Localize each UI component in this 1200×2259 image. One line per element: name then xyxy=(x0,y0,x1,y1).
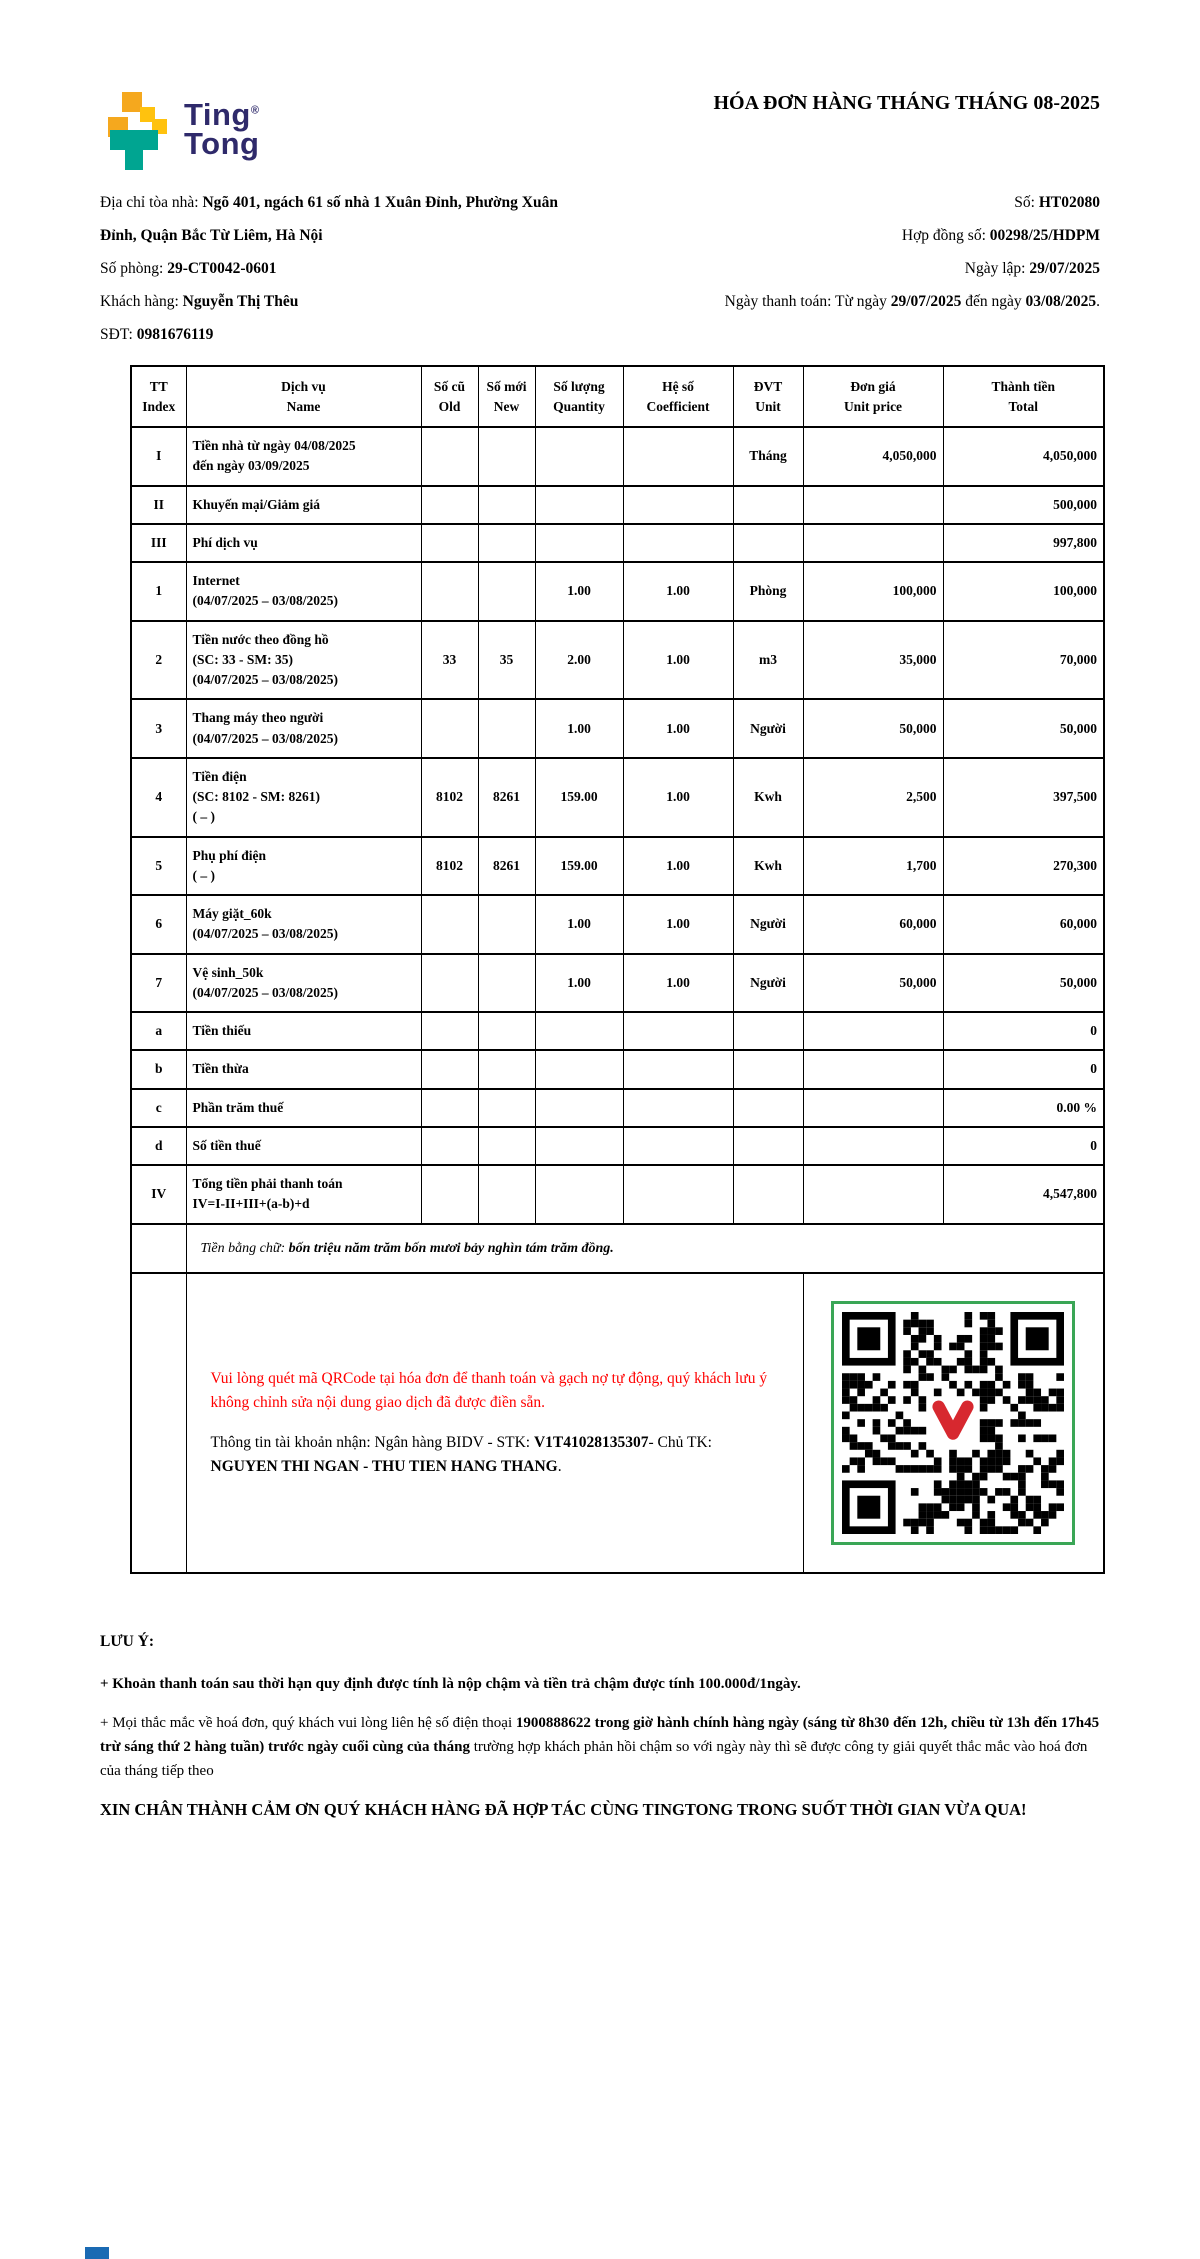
column-header: Đơn giá Unit price xyxy=(803,366,943,427)
column-header: Hệ số Coefficient xyxy=(623,366,733,427)
page-header xyxy=(100,90,1100,172)
cell-price: 35,000 xyxy=(803,621,943,700)
cell-new xyxy=(478,954,535,1013)
cell-coef: 1.00 xyxy=(623,621,733,700)
cell-new xyxy=(478,1089,535,1127)
cell-total: 0 xyxy=(943,1127,1104,1165)
cell-name: Phần trăm thuế xyxy=(186,1089,421,1127)
cell-new xyxy=(478,1050,535,1088)
cell-total: 70,000 xyxy=(943,621,1104,700)
cell-total: 4,547,800 xyxy=(943,1165,1104,1224)
invoice-title: HÓA ĐƠN HÀNG THÁNG THÁNG 08-2025 xyxy=(713,92,1100,114)
amount-in-words: Tiền bằng chữ: bốn triệu năm trăm bốn mươi bảy nghìn tám trăm đồng. xyxy=(186,1224,1104,1273)
room-number: Số phòng: 29-CT0042-0601 xyxy=(100,260,277,277)
cell-unit: Tháng xyxy=(733,427,803,486)
cell-coef xyxy=(623,1165,733,1224)
cell-price xyxy=(803,1012,943,1050)
cell-unit xyxy=(733,524,803,562)
cell-name: Tiền thừa xyxy=(186,1050,421,1088)
cell-name: Tiền nhà từ ngày 04/08/2025 đến ngày 03/09/2025 xyxy=(186,427,421,486)
table-row xyxy=(131,621,1104,700)
cell-index: 7 xyxy=(131,954,186,1013)
thank-you-message: XIN CHÂN THÀNH CẢM ƠN QUÝ KHÁCH HÀNG ĐÃ HỢP TÁC CÙNG TINGTONG TRONG SUỐT THỜI GIAN VỪA QUA! xyxy=(100,1800,1027,1820)
column-header: Số mới New xyxy=(478,366,535,427)
cell-name: Internet (04/07/2025 – 03/08/2025) xyxy=(186,562,421,621)
customer-name: Khách hàng: Nguyễn Thị Thêu xyxy=(100,293,299,310)
cell-old xyxy=(421,427,478,486)
cell-total: 50,000 xyxy=(943,699,1104,758)
cell-unit: Kwh xyxy=(733,837,803,896)
cell-total: 997,800 xyxy=(943,524,1104,562)
table-row xyxy=(131,1127,1104,1165)
cell-unit xyxy=(733,1127,803,1165)
cell-coef: 1.00 xyxy=(623,699,733,758)
table-row xyxy=(131,895,1104,954)
cell-index xyxy=(131,1224,186,1273)
cell-qty: 1.00 xyxy=(535,699,623,758)
cell-old: 33 xyxy=(421,621,478,700)
cell-price xyxy=(803,1050,943,1088)
cell-index: 2 xyxy=(131,621,186,700)
cell-new xyxy=(478,1012,535,1050)
qr-code xyxy=(842,1312,1064,1534)
cell-total: 100,000 xyxy=(943,562,1104,621)
cell-price xyxy=(803,1089,943,1127)
notes-heading: LƯU Ý: xyxy=(100,1632,155,1650)
cell-coef: 1.00 xyxy=(623,954,733,1013)
payment-instructions-cell xyxy=(186,1273,803,1573)
cell-unit: m3 xyxy=(733,621,803,700)
cell-qty xyxy=(535,524,623,562)
cell-old xyxy=(421,1050,478,1088)
late-payment-note: + Khoản thanh toán sau thời hạn quy định được tính là nộp chậm và tiền trả chậm được tính 100.000đ/1ngày. xyxy=(100,1676,801,1693)
cell-coef xyxy=(623,486,733,524)
tingtong-logo-text: Ting® Tong xyxy=(184,97,260,162)
cell-unit xyxy=(733,1012,803,1050)
customer-phone: SĐT: 0981676119 xyxy=(100,326,214,343)
column-header: Dịch vụ Name xyxy=(186,366,421,427)
cell-total: 397,500 xyxy=(943,758,1104,837)
cell-qty xyxy=(535,1012,623,1050)
cell-name: Khuyến mại/Giảm giá xyxy=(186,486,421,524)
table-row xyxy=(131,1050,1104,1088)
building-info xyxy=(100,186,580,351)
cell-unit: Người xyxy=(733,895,803,954)
column-header: ĐVT Unit xyxy=(733,366,803,427)
cell-old xyxy=(421,562,478,621)
cell-price: 100,000 xyxy=(803,562,943,621)
cell-old xyxy=(421,524,478,562)
cell-index: IV xyxy=(131,1165,186,1224)
cell-coef: 1.00 xyxy=(623,562,733,621)
cell-total: 0 xyxy=(943,1012,1104,1050)
cell-price: 50,000 xyxy=(803,954,943,1013)
cell-name: Tổng tiền phải thanh toán IV=I-II+III+(a-b)+d xyxy=(186,1165,421,1224)
cell-qty: 1.00 xyxy=(535,954,623,1013)
cell-index: I xyxy=(131,427,186,486)
cell-new xyxy=(478,1165,535,1224)
invoice-info xyxy=(100,186,1100,351)
cell-unit xyxy=(733,1089,803,1127)
footnotes xyxy=(100,1630,1100,1824)
cell-coef xyxy=(623,1012,733,1050)
cell-total: 270,300 xyxy=(943,837,1104,896)
cell-price: 60,000 xyxy=(803,895,943,954)
table-row xyxy=(131,837,1104,896)
table-row xyxy=(131,1012,1104,1050)
cell-price: 50,000 xyxy=(803,699,943,758)
table-footer xyxy=(131,1224,1104,1573)
table-row xyxy=(131,954,1104,1013)
qr-payment-note: Vui lòng quét mã QRCode tại hóa đơn để thanh toán và gạch nợ tự động, quý khách lưu ý không chỉnh sửa nội dung giao dịch đã được điền sẵn. xyxy=(210,1369,768,1411)
cell-old xyxy=(421,486,478,524)
cell-old: 8102 xyxy=(421,837,478,896)
qr-row xyxy=(131,1273,1104,1573)
cell-index: 5 xyxy=(131,837,186,896)
cell-qty xyxy=(535,427,623,486)
cell-index: a xyxy=(131,1012,186,1050)
cell-name: Phí dịch vụ xyxy=(186,524,421,562)
tingtong-logo xyxy=(100,90,430,172)
cell-index: 4 xyxy=(131,758,186,837)
cell-qty xyxy=(535,486,623,524)
column-header: Số cũ Old xyxy=(421,366,478,427)
amount-in-words-row xyxy=(131,1224,1104,1273)
cell-coef xyxy=(623,427,733,486)
contract-number: Hợp đồng số: 00298/25/HDPM xyxy=(901,227,1100,244)
invoice-table xyxy=(130,365,1105,1574)
cell-coef xyxy=(623,1089,733,1127)
cell-name: Vệ sinh_50k (04/07/2025 – 03/08/2025) xyxy=(186,954,421,1013)
cell-unit: Người xyxy=(733,954,803,1013)
cell-coef: 1.00 xyxy=(623,837,733,896)
registered-mark: ® xyxy=(250,104,260,117)
cell-old xyxy=(421,1012,478,1050)
qr-code-cell xyxy=(803,1273,1104,1573)
cell-price xyxy=(803,1165,943,1224)
cell-total: 60,000 xyxy=(943,895,1104,954)
column-header: TT Index xyxy=(131,366,186,427)
cell-new: 8261 xyxy=(478,837,535,896)
cell-qty: 1.00 xyxy=(535,895,623,954)
column-header: Thành tiền Total xyxy=(943,366,1104,427)
cell-name: Máy giặt_60k (04/07/2025 – 03/08/2025) xyxy=(186,895,421,954)
table-header xyxy=(131,366,1104,427)
table-header-row xyxy=(131,366,1104,427)
page-bottom-fragment xyxy=(85,2247,109,2259)
cell-old xyxy=(421,1127,478,1165)
table-row xyxy=(131,758,1104,837)
cell-qty: 159.00 xyxy=(535,758,623,837)
table-row xyxy=(131,427,1104,486)
building-address: Địa chỉ tòa nhà: Ngõ 401, ngách 61 số nhà 1 Xuân Đỉnh, Phường Xuân Đỉnh, Quận Bắc Từ Liêm, Hà Nội xyxy=(100,194,558,244)
cell-total: 50,000 xyxy=(943,954,1104,1013)
cell-old: 8102 xyxy=(421,758,478,837)
cell-price xyxy=(803,486,943,524)
cell-unit xyxy=(733,486,803,524)
cell-new xyxy=(478,562,535,621)
cell-new xyxy=(478,895,535,954)
cell-new xyxy=(478,699,535,758)
cell-new xyxy=(478,524,535,562)
cell-total: 4,050,000 xyxy=(943,427,1104,486)
cell-index: 6 xyxy=(131,895,186,954)
cell-index: II xyxy=(131,486,186,524)
cell-unit xyxy=(733,1050,803,1088)
cell-index: b xyxy=(131,1050,186,1088)
cell-index: 3 xyxy=(131,699,186,758)
issue-date: Ngày lập: 29/07/2025 xyxy=(964,260,1100,277)
cell-index: III xyxy=(131,524,186,562)
cell-qty xyxy=(535,1127,623,1165)
table-body xyxy=(131,427,1104,1224)
cell-new xyxy=(478,486,535,524)
cell-qty: 2.00 xyxy=(535,621,623,700)
cell-qty xyxy=(535,1165,623,1224)
cell-total: 0.00 % xyxy=(943,1089,1104,1127)
cell-coef xyxy=(623,1127,733,1165)
cell-new xyxy=(478,427,535,486)
cell-price xyxy=(803,1127,943,1165)
cell-qty: 1.00 xyxy=(535,562,623,621)
tingtong-logo-icon xyxy=(100,90,172,172)
cell-index: 1 xyxy=(131,562,186,621)
qr-code-frame xyxy=(831,1301,1075,1545)
cell-new: 35 xyxy=(478,621,535,700)
cell-coef xyxy=(623,1050,733,1088)
cell-qty xyxy=(535,1050,623,1088)
invoice-meta xyxy=(580,186,1100,351)
cell-qty: 159.00 xyxy=(535,837,623,896)
cell-name: Phụ phí điện ( – ) xyxy=(186,837,421,896)
cell-new xyxy=(478,1127,535,1165)
cell-name: Tiền điện (SC: 8102 - SM: 8261) ( – ) xyxy=(186,758,421,837)
column-header: Số lượng Quantity xyxy=(535,366,623,427)
cell-name: Tiền nước theo đồng hồ (SC: 33 - SM: 35) (04/07/2025 – 03/08/2025) xyxy=(186,621,421,700)
table-row xyxy=(131,1089,1104,1127)
cell-old xyxy=(421,895,478,954)
cell-old xyxy=(421,699,478,758)
cell-price: 4,050,000 xyxy=(803,427,943,486)
table-row xyxy=(131,699,1104,758)
cell-coef xyxy=(623,524,733,562)
table-row xyxy=(131,1165,1104,1224)
cell-qty xyxy=(535,1089,623,1127)
cell-total: 0 xyxy=(943,1050,1104,1088)
cell-index: d xyxy=(131,1127,186,1165)
cell-old xyxy=(421,1089,478,1127)
cell-index xyxy=(131,1273,186,1573)
table-row xyxy=(131,524,1104,562)
cell-unit: Kwh xyxy=(733,758,803,837)
bank-account-info: Thông tin tài khoản nhận: Ngân hàng BIDV - STK: V1T41028135307- Chủ TK: NGUYEN THI NGAN - THU TIEN HANG THANG. xyxy=(210,1433,712,1475)
table-row xyxy=(131,562,1104,621)
cell-old xyxy=(421,954,478,1013)
payment-period: Ngày thanh toán: Từ ngày 29/07/2025 đến ngày 03/08/2025. xyxy=(724,293,1100,310)
cell-name: Tiền thiếu xyxy=(186,1012,421,1050)
cell-total: 500,000 xyxy=(943,486,1104,524)
cell-name: Số tiền thuế xyxy=(186,1127,421,1165)
cell-coef: 1.00 xyxy=(623,895,733,954)
invoice-number: Số: HT02080 xyxy=(1014,194,1100,211)
cell-price: 1,700 xyxy=(803,837,943,896)
cell-index: c xyxy=(131,1089,186,1127)
cell-coef: 1.00 xyxy=(623,758,733,837)
cell-name: Thang máy theo người (04/07/2025 – 03/08/2025) xyxy=(186,699,421,758)
cell-new: 8261 xyxy=(478,758,535,837)
cell-unit xyxy=(733,1165,803,1224)
hotline-note: + Mọi thắc mắc về hoá đơn, quý khách vui lòng liên hệ số điện thoại 1900888622 trong giờ hành chính hàng ngày (sáng từ 8h30 đến 12h, chiều từ 13h đến 17h45 trừ sáng thứ 2 hàng tuần) trước ngày cuối cùng của tháng trường hợp khách phản hồi chậm so với ngày này thì sẽ được công ty giải quyết thắc mắc vào hoá đơn của tháng tiếp theo xyxy=(100,1715,1100,1780)
cell-price xyxy=(803,524,943,562)
cell-unit: Phòng xyxy=(733,562,803,621)
cell-price: 2,500 xyxy=(803,758,943,837)
cell-old xyxy=(421,1165,478,1224)
table-row xyxy=(131,486,1104,524)
cell-unit: Người xyxy=(733,699,803,758)
